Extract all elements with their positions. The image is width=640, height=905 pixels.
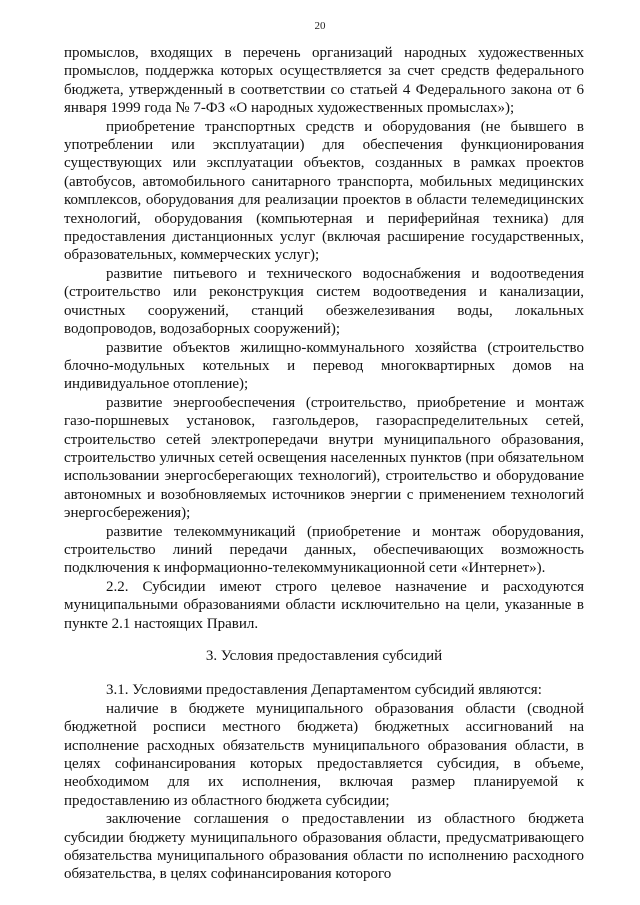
- paragraph: развитие питьевого и технического водоснабжения и водоотведения (строительство или реконструкция систем водоотведения и канализации, очистных сооружений, станций обезжелезивания воды, локальных водопроводов, водозаборных сооружений);: [64, 265, 584, 338]
- paragraph: развитие объектов жилищно-коммунального хозяйства (строительство блочно-модульных котельных и перевод многоквартирных домов на индивидуальное отопление);: [64, 339, 584, 393]
- paragraph: развитие телекоммуникаций (приобретение и монтаж оборудования, строительство линий передачи данных, обеспечивающих возможность подключения к информационно-телекоммуникационной сети «Интернет»).: [64, 523, 584, 577]
- paragraph: 3.1. Условиями предоставления Департаментом субсидий являются:: [106, 682, 542, 699]
- paragraph: промыслов, входящих в перечень организаций народных художественных промыслов, поддержка которых осуществляется за счет средств федерального бюджета, утвержденный в соответствии со статьей 4 Федерального закона от 6 января 1999 года № 7-ФЗ «О народных художественных промыслах»);: [64, 45, 584, 117]
- paragraph: заключение соглашения о предоставлении из областного бюджета субсидии бюджету муниципального образования области, предусматривающего обязательства муниципального образования области по исполнению расходного обязательства, в целях софинансирования которого: [64, 811, 584, 883]
- section-heading: 3. Условия предоставления субсидий: [205, 648, 443, 664]
- paragraph: наличие в бюджете муниципального образования области (сводной бюджетной росписи местного бюджета) бюджетных ассигнований на исполнение расходных обязательств муниципального образования области, в целях софинансирования которых предоставляется субсидия, в объеме, необходимом для их исполнения, включая размер планируемой к предоставлению из областного бюджета субсидии;: [64, 700, 584, 809]
- document-body: [64, 44, 584, 884]
- paragraph: 2.2. Субсидии имеют строго целевое назначение и расходуются муниципальными образованиями области исключительно на цели, указанные в пункте 2.1 настоящих Правил.: [64, 578, 584, 632]
- page-number: 20: [314, 20, 326, 32]
- paragraph: развитие энергообеспечения (строительство, приобретение и монтаж газо-поршневых установок, газгольдеров, газораспределительных сетей, строительство сетей электропередачи внутри муниципального образования, строительство уличных сетей освещения населенных пунктов (при обязательном использовании энергосберегающих технологий), строительство и оборудование автономных и возобновляемых источников энергии с применением технологий энергосбережения);: [64, 394, 584, 522]
- paragraph: приобретение транспортных средств и оборудования (не бывшего в употреблении или эксплуатации) для обеспечения функционирования существующих или эксплуатации объектов, созданных в рамках проектов (автобусов, автомобильного санитарного транспорта, мобильных медицинских комплексов, оборудования для реализации проектов в области телемедицинских технологий, оборудования (компьютерная и периферийная техника) для предоставления дистанционных услуг (включая расширение государственных, образовательных, коммерческих услуг);: [64, 118, 584, 264]
